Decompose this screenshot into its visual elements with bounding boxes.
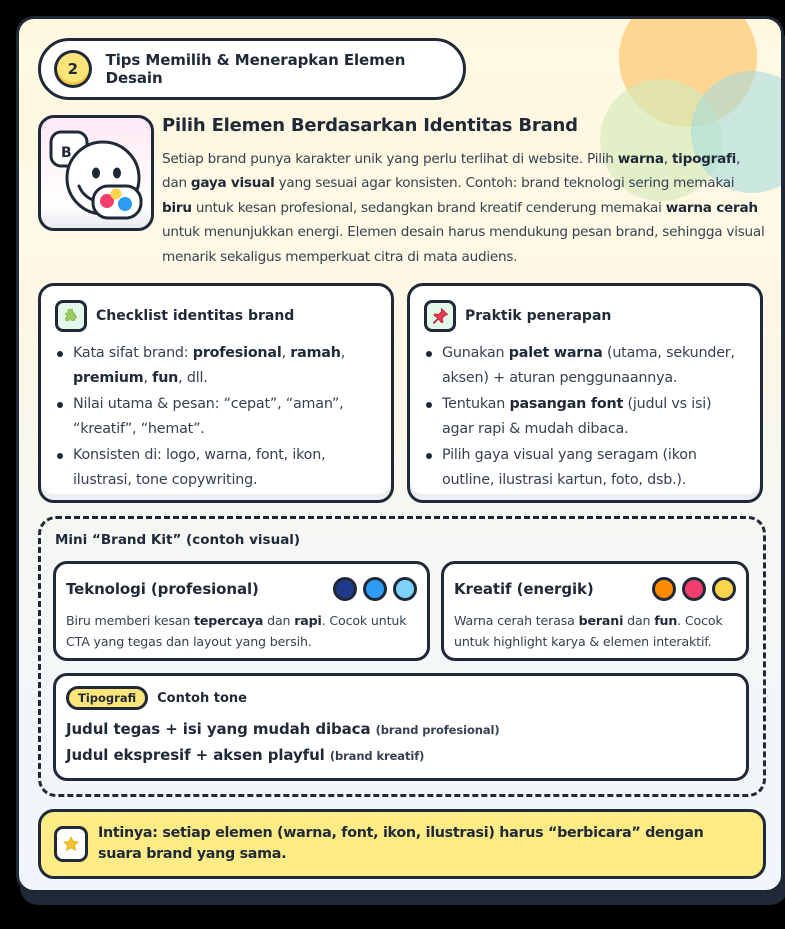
palette-card-kreatif [441,561,749,661]
color-swatch [333,577,357,601]
puzzle-icon [55,300,87,332]
section-title: Tips Memilih & Menerapkan Elemen Desain [105,51,406,87]
tips-card [16,16,784,893]
intro-heading: Pilih Elemen Berdasarkan Identitas Brand [162,115,578,136]
list-item: Pilih gaya visual yang seragam (ikon outline, ilustrasi kartun, foto, dsb.). [424,443,746,492]
typography-card [53,673,749,781]
color-swatch [652,577,676,601]
summary-note [38,809,766,879]
step-number-badge: 2 [54,50,92,88]
palette-description: Warna cerah terasa berani dan fun. Cocok untuk highlight karya & elemen interaktif. [454,613,723,649]
summary-text: Intinya: setiap elemen (warna, font, ikon, ilustrasi) harus “berbicara” dengan suara brand yang sama. [98,825,704,862]
intro-paragraph: Setiap brand punya karakter unik yang perlu terlihat di website. Pilih warna, tipografi, dan gaya visual yang sesuai agar konsisten. Contoh: brand teknologi sering memakai biru untuk kesan profesional, sedangkan brand kreatif cenderung memakai warna cerah untuk menunjukkan energi. Elemen desain harus mendukung pesan brand, sehingga visual menarik sekaligus memperkuat citra di mata audiens. [162,151,765,265]
brand-kit-section [38,516,766,797]
list-item: Gunakan palet warna (utama, sekunder, aksen) + aturan penggunaannya. [424,341,746,390]
brand-kit-title: Mini “Brand Kit” (contoh visual) [55,532,301,548]
checklist-title: Checklist identitas brand [96,308,295,324]
color-swatches [333,577,417,601]
checklist-list [55,341,377,492]
list-item: Konsisten di: logo, warna, font, ikon, ilustrasi, tone copywriting. [55,443,377,492]
palette-title: Teknologi (profesional) [66,580,259,598]
color-swatch [393,577,417,601]
color-swatch [363,577,387,601]
section-header [38,38,466,100]
palette-title: Kreatif (energik) [454,580,594,598]
pushpin-icon [424,300,456,332]
typography-tag: Tipografi [66,686,148,710]
list-item: Kata sifat brand: profesional, ramah, premium, fun, dll. [55,341,377,390]
svg-text:B: B [61,145,72,161]
brand-mascot-illustration [38,115,154,231]
color-swatches [652,577,736,601]
color-swatch [682,577,706,601]
practice-list [424,341,746,492]
typography-example-1: Judul tegas + isi yang mudah dibaca (brand profesional) [66,720,500,738]
star-icon [54,826,88,862]
list-item: Nilai utama & pesan: “cepat”, “aman”, “kreatif”, “hemat”. [55,392,377,441]
list-item: Tentukan pasangan font (judul vs isi) agar rapi & mudah dibaca. [424,392,746,441]
checklist-card [38,283,394,503]
typography-subtitle: Contoh tone [157,690,247,706]
palette-description: Biru memberi kesan tepercaya dan rapi. Cocok untuk CTA yang tegas dan layout yang bersih. [66,613,407,649]
practice-title: Praktik penerapan [465,308,612,324]
color-swatch [712,577,736,601]
practice-card [407,283,763,503]
palette-card-teknologi [53,561,430,661]
smiley-mascot-icon [41,118,151,228]
typography-example-2: Judul ekspresif + aksen playful (brand kreatif) [66,746,425,764]
